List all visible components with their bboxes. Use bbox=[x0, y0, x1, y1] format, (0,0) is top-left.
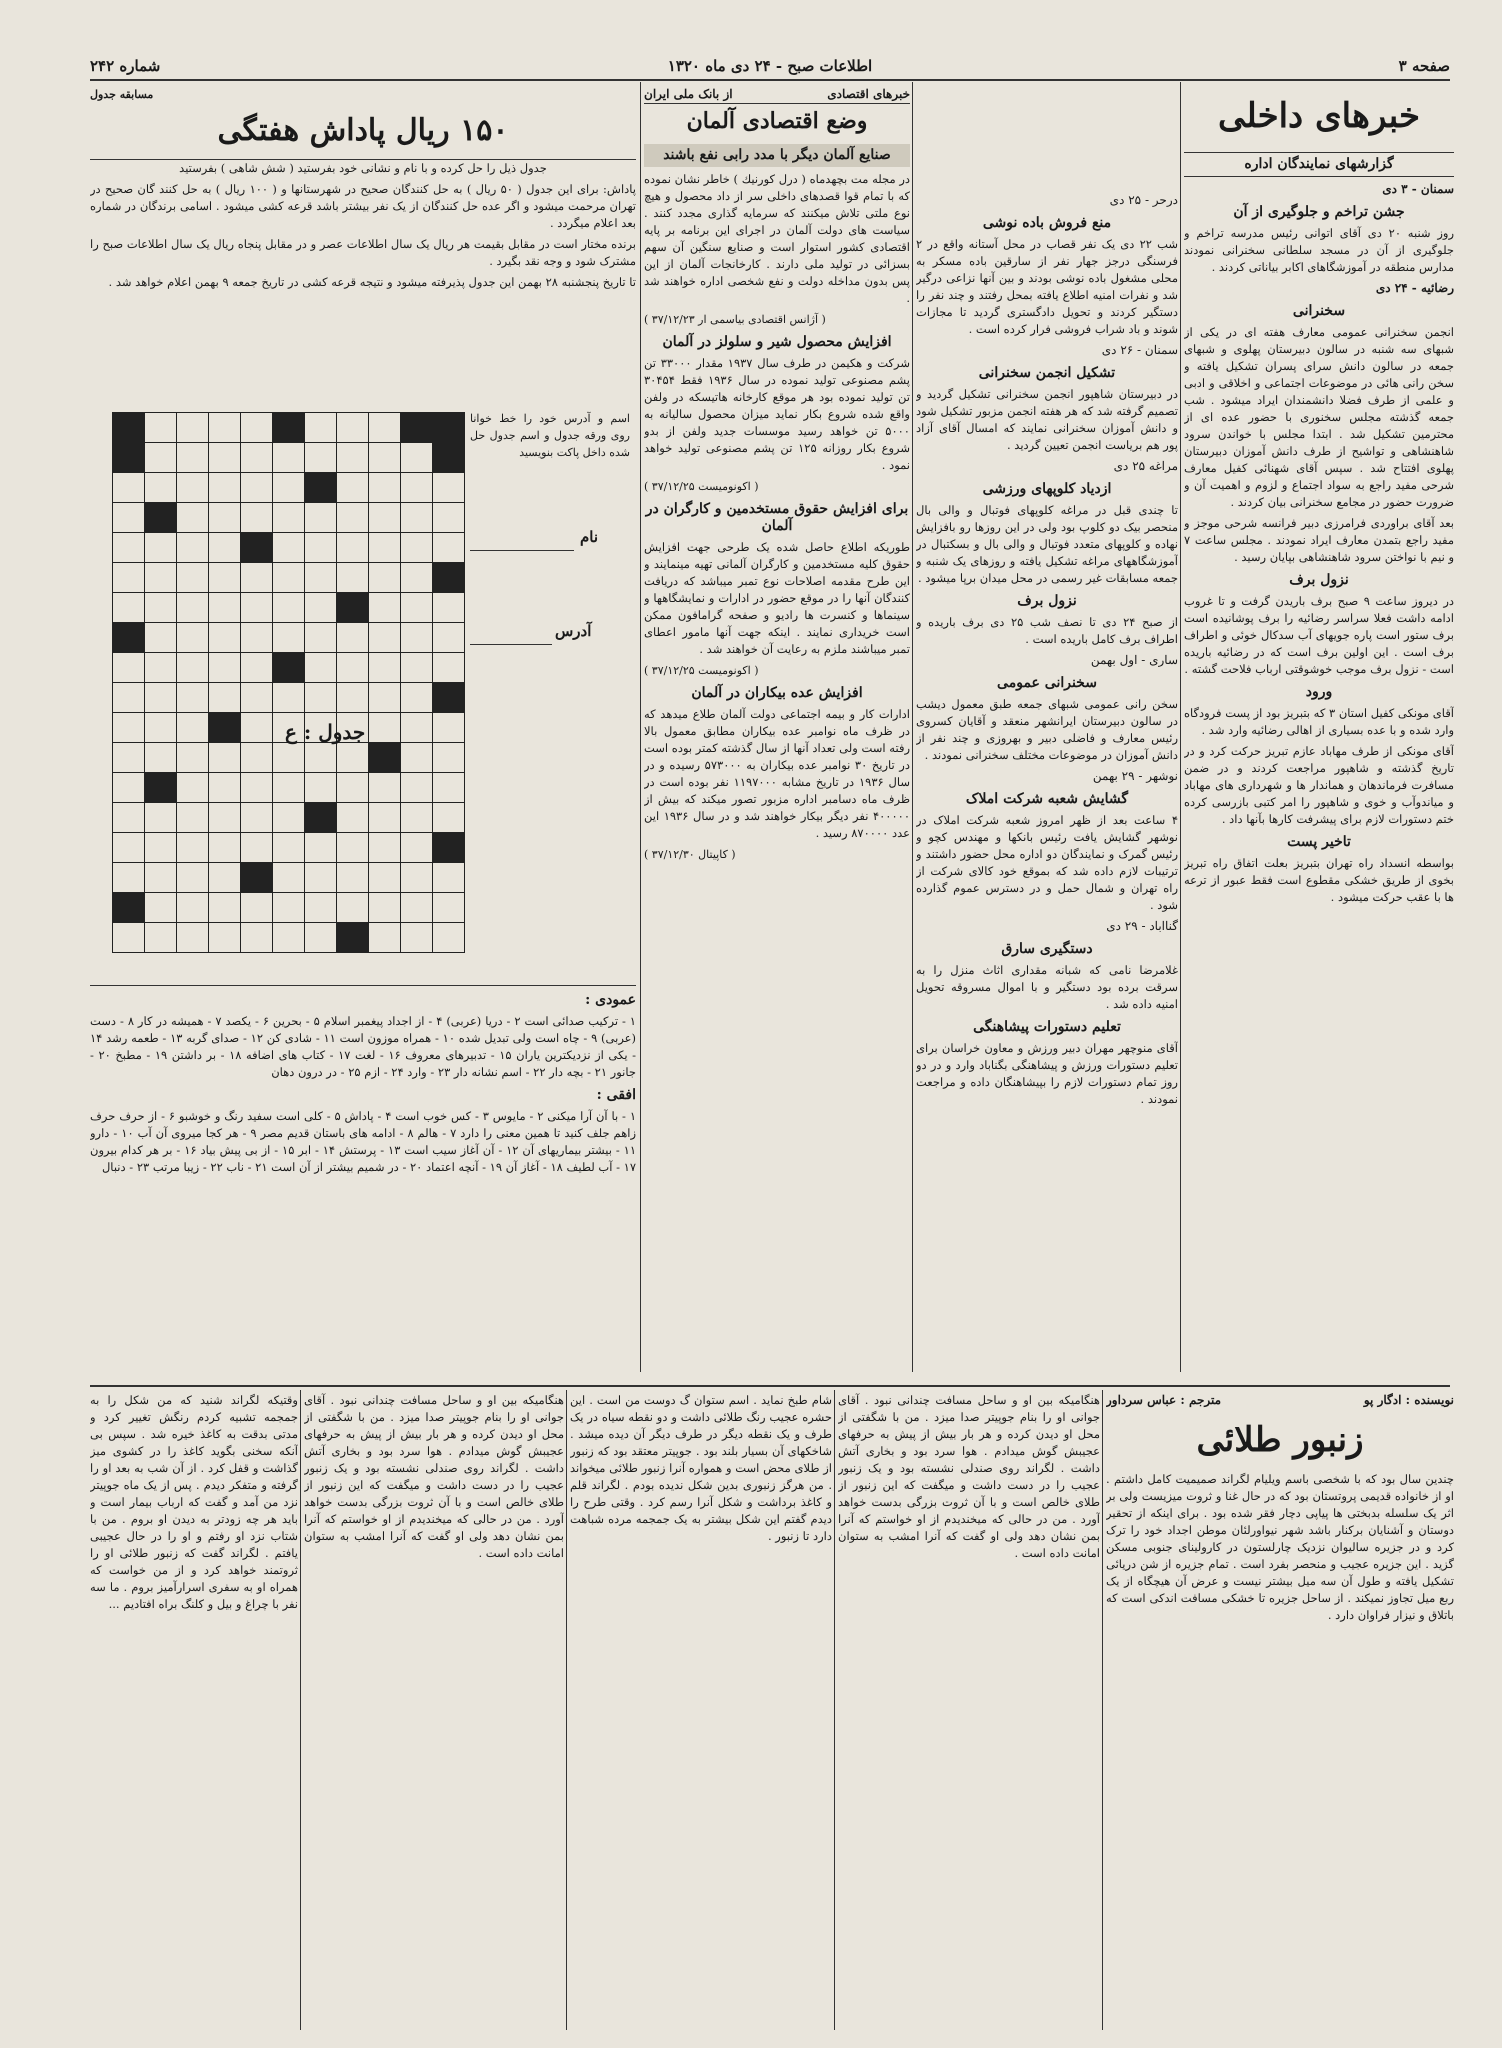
grid-cell[interactable] bbox=[433, 713, 465, 743]
grid-cell[interactable] bbox=[113, 713, 145, 743]
headline: گشایش شعبه شرکت املاک bbox=[965, 791, 1129, 807]
grid-cell[interactable] bbox=[209, 803, 241, 833]
grid-cell[interactable] bbox=[209, 653, 241, 683]
grid-cell[interactable] bbox=[273, 683, 305, 713]
grid-cell[interactable] bbox=[401, 923, 433, 953]
grid-cell[interactable] bbox=[273, 863, 305, 893]
grid-cell[interactable] bbox=[241, 743, 273, 773]
article-text: طوریکه اطلاع حاصل شده یک طرحی جهت افزایش حقوق کلیه مستخدمین و کارگران آلمانی تهیه مینمایند و این طرح مقدمه اصلاحات نوع تمبر میباشد که دریافت کنندگان آنها را در موقع حضور در ادارات و نمایشگاهها و سینماها و کنسرت ها رادیو و صفحه گرامافون ممکن است خریداری نمایند . اینکه جهت آنها مامور اعطای تمبر میباشند ملزم به رعایت آن خواهند شد . bbox=[644, 540, 910, 656]
article-text: بواسطه انسداد راه تهران بتبریز بعلت اتفاق راه تبریز بخوی از طریق خشکی مقطوع است فقط عبور از ترعه ها با عقب حرکت میشود . bbox=[1184, 856, 1454, 904]
grid-cell bbox=[113, 623, 145, 653]
grid-cell[interactable] bbox=[241, 593, 273, 623]
article-text: در مجله مت بچهدماه ( درل کورنیك ) خاطر نشان نموده که با تمام قوا قصدهای داخلی سر از داد محصول و هیچ نوع ملتی تلاش میکنند که سرمایه گذاری مجدد کنند . سیاست های دولت آلمان در اجرای این برنامه بر پایه اقتصادی کشور استوار است و صنایع سنگین آن سهم بسزائی در تولید ملی دارند . کارخانجات آلمان از این پس بدون مداخله دولت و نفع شخصی اداره خواهند شد . bbox=[644, 172, 910, 305]
section-divider bbox=[90, 1385, 1450, 1387]
grid-cell bbox=[433, 443, 465, 473]
story-text: وقتیکه لگراند شنید که من شکل را به جمجمه تشبیه کردم رنگش تغییر کرد و مدتی بدقت به کاغذ خیره شد . سپس بی آنکه سخنی بگوید کاغذ را در کشوی میز گذاشت و قفل کرد . از آن شب به بعد او را گرفته و متفکر دیدم . پس از یک ماه جوپیتر نزد من آمد و گفت که ارباب بیمار است و باید هر چه زودتر به دیدن او بروم . من با شتاب نزد او رفتم و او را در حال عجیبی یافتم . لگراند گفت که زنبور طلائی او را ثروتمند خواهد کرد و از من خواست که همراه او به سفری اسرارآمیز بروم . ما سه نفر با چراغ و بیل و کلنگ براه افتادیم ... bbox=[90, 1393, 298, 1611]
headline: ازدیاد کلوپهای ورزشی bbox=[982, 481, 1112, 497]
grid-cell[interactable] bbox=[177, 443, 209, 473]
grid-cell[interactable] bbox=[369, 503, 401, 533]
article-text: در دبیرستان شاهپور انجمن سخنرانی تشکیل گردید و تصمیم گرفته شد که هر هفته انجمن مزبور تشکیل شود و دانش آموزان سخنرانی نمایند که امسال آقای آزاد پور هم بریاست انجمن تعیین گردید . bbox=[916, 387, 1178, 452]
divider bbox=[640, 82, 641, 1372]
grid-cell[interactable] bbox=[273, 503, 305, 533]
divider bbox=[834, 1390, 835, 2030]
grid-cell[interactable] bbox=[369, 413, 401, 443]
grid-cell[interactable] bbox=[369, 683, 401, 713]
grid-cell[interactable] bbox=[145, 563, 177, 593]
grid-cell[interactable] bbox=[113, 743, 145, 773]
grid-cell[interactable] bbox=[305, 863, 337, 893]
grid-cell[interactable] bbox=[305, 533, 337, 563]
article-text: سخن رانی عمومی شبهای جمعه طبق معمول دیشب در سالون دبیرستان ایرانشهر منعقد و آقایان کسروی رئیس معارف و فاضلی دبیر و بهروزی و چند نفر از دانش آموزان در موضوعات مختلف سخنرانی نمودند . bbox=[916, 697, 1178, 762]
grid-cell[interactable] bbox=[337, 683, 369, 713]
grid-cell[interactable] bbox=[273, 743, 305, 773]
grid-cell[interactable] bbox=[369, 473, 401, 503]
grid-cell bbox=[337, 593, 369, 623]
dateline: رضائیه - ۲۴ دی bbox=[1375, 281, 1454, 295]
grid-cell[interactable] bbox=[177, 623, 209, 653]
grid-cell bbox=[241, 863, 273, 893]
grid-cell[interactable] bbox=[337, 743, 369, 773]
grid-cell[interactable] bbox=[401, 653, 433, 683]
grid-cell[interactable] bbox=[369, 443, 401, 473]
grid-cell[interactable] bbox=[401, 623, 433, 653]
crossword-grid[interactable] bbox=[112, 412, 465, 953]
dateline: سمنان - ۳ دی bbox=[1382, 182, 1454, 196]
article-text: آقای منوچهر مهران دبیر ورزش و معاون خراسان برای تعلیم دستورات ورزش و پیشاهنگی بگناباد وارد و در دو روز تمام دستورات لازم را بپیشاهنگان داده و مراجعت نمودند . bbox=[916, 1041, 1178, 1106]
grid-cell[interactable] bbox=[145, 923, 177, 953]
grid-cell[interactable] bbox=[209, 563, 241, 593]
grid-cell[interactable] bbox=[177, 743, 209, 773]
puzzle-rules: تا تاریخ پنجشنبه ۲۸ بهمن این جدول پذیرفته میشود و نتیجه قرعه کشی در تاریخ جمعه ۹ بهمن اعلام خواهد شد . bbox=[108, 275, 636, 289]
grid-cell[interactable] bbox=[369, 773, 401, 803]
grid-cell[interactable] bbox=[241, 773, 273, 803]
dateline: سمنان - ۲۶ دی bbox=[1101, 343, 1178, 357]
grid-cell[interactable] bbox=[273, 893, 305, 923]
grid-cell[interactable] bbox=[241, 893, 273, 923]
domestic-news-column bbox=[1184, 86, 1454, 1376]
story-text: هنگامیکه بین او و ساحل مسافت چندانی نبود . آقای جوانی او را بنام جوپیتر صدا میزد . من با شگفتی از محل او دیدن کرده و هر بار بیش از پیش به حرفهای عجیبش گوش میدادم . هوا سرد بود و بخاری آتش داشت . لگراند روی صندلی نشسته بود و یک زنبور عجیب را در دست داشت و میگفت که این زنبور از طلای خالص است و با آن ثروت بزرگی بدست خواهد آورد . من در حالی که میخندیدم از او خواستم که آنرا بمن نشان دهد ولی او گفت که آنرا امشب به ستوان امانت داده است . bbox=[304, 1393, 564, 1560]
grid-cell bbox=[433, 413, 465, 443]
article-text: در دیروز ساعت ۹ صبح برف باریدن گرفت و تا غروب ادامه داشت فعلا سراسر رضائیه را برف پوشانیده است برف ستور است پاره جویهای آب سدکال خوئی و اطراف برف است . این اولین برف است که در رضائیه باریده است - نزول برف موجب خوشوقتی ارباب فلاحت گشته . bbox=[1184, 594, 1454, 676]
divider bbox=[1180, 82, 1181, 1372]
grid-cell bbox=[145, 773, 177, 803]
source-ref: ( آژانس اقتصادی بیاسمی ار ۳۷/۱۲/۲۳ ) bbox=[644, 313, 826, 326]
issue-date: اطلاعات صبح - ۲۴ دی ماه ۱۳۲۰ bbox=[667, 57, 873, 75]
puzzle-note: اسم و آدرس خود را خط خوانا روی ورقه جدول و اسم جدول حل شده داخل پاکت بنویسید bbox=[470, 412, 630, 459]
grid-cell[interactable] bbox=[209, 443, 241, 473]
puzzle-rules: پاداش: برای این جدول ( ۵۰ ریال ) به حل کنندگان صحیح در شهرستانها و ( ۱۰۰ ریال ) به حل کنند گان صحیح در تهران مرحمت میشود و اگر عده حل کنندگان از یک نفر بیشتر باشد قرعه کشی میشود . اسامی برندگان در شماره بعد اعلام میگردد . bbox=[90, 182, 636, 230]
grid-cell[interactable] bbox=[337, 533, 369, 563]
article-text: آقای مونکی کفیل استان ۳ که بتبریز بود از پست فرودگاه وارد شده و با عده بسیاری از اهالی رضائیه وارد شد . bbox=[1184, 706, 1454, 737]
grid-cell[interactable] bbox=[433, 893, 465, 923]
grid-cell[interactable] bbox=[177, 833, 209, 863]
grid-cell[interactable] bbox=[177, 923, 209, 953]
story-text: هنگامیکه بین او و ساحل مسافت چندانی نبود . آقای جوانی او را بنام جوپیتر صدا میزد . من با شگفتی از محل او دیدن کرده و هر بار بیش از پیش به حرفهای عجیبش گوش میدادم . هوا سرد بود و بخاری آتش داشت . لگراند روی صندلی نشسته بود و یک زنبور عجیب را در دست داشت و میگفت که این زنبور از طلای خالص است و با آن ثروت بزرگی بدست خواهد آورد . من در حالی که میخندیدم از او خواستم که آنرا بمن نشان دهد ولی او گفت که آنرا امشب به ستوان امانت داده است . bbox=[838, 1393, 1100, 1560]
grid-cell bbox=[305, 803, 337, 833]
grid-cell[interactable] bbox=[145, 443, 177, 473]
grid-cell[interactable] bbox=[177, 773, 209, 803]
grid-cell[interactable] bbox=[305, 443, 337, 473]
grid-cell[interactable] bbox=[305, 653, 337, 683]
headline: تاخیر پست bbox=[1287, 834, 1351, 850]
grid-cell[interactable] bbox=[145, 623, 177, 653]
name-label: نام bbox=[580, 528, 599, 546]
economy-column bbox=[644, 86, 910, 1376]
grid-cell[interactable] bbox=[433, 923, 465, 953]
grid-cell[interactable] bbox=[273, 833, 305, 863]
grid-cell[interactable] bbox=[433, 593, 465, 623]
grid-cell[interactable] bbox=[433, 533, 465, 563]
grid-cell[interactable] bbox=[241, 563, 273, 593]
grid-cell[interactable] bbox=[305, 923, 337, 953]
clues-down-heading: عمودی : bbox=[585, 992, 636, 1008]
grid-cell[interactable] bbox=[145, 533, 177, 563]
grid-cell bbox=[337, 923, 369, 953]
source-ref: ( اکونومیست ۳۷/۱۲/۲۵ ) bbox=[644, 664, 759, 677]
grid-cell bbox=[273, 413, 305, 443]
article-text: آقای مونکی از طرف مهاباد عازم تبریز حرکت کرد و در تاریخ گذشته و شاهپور مراجعت کردند و در ضمن مسافرت فرماندهان و هماندار ها و شهرداری های مهاباد و میاندوآب و خوی و شاهپور را امر کتبی بازرسی کرده ختم دستورات لازم برای پیشرفت کارها بآنها داد . bbox=[1184, 744, 1454, 826]
grid-cell bbox=[401, 413, 433, 443]
grid-cell[interactable] bbox=[177, 593, 209, 623]
grid-cell[interactable] bbox=[401, 593, 433, 623]
headline: تعلیم دستورات پیشاهنگی bbox=[973, 1019, 1121, 1035]
grid-cell[interactable] bbox=[337, 773, 369, 803]
grid-cell[interactable] bbox=[273, 473, 305, 503]
clues-section bbox=[90, 985, 636, 1381]
grid-cell[interactable] bbox=[305, 563, 337, 593]
headline: افزایش عده بیکاران در آلمان bbox=[691, 685, 863, 701]
headline: جشن تراخم و جلوگیری از آن bbox=[1233, 204, 1405, 220]
grid-cell[interactable] bbox=[433, 503, 465, 533]
grid-cell[interactable] bbox=[177, 563, 209, 593]
story-title: زنبور طلائی bbox=[1196, 1420, 1364, 1460]
grid-cell[interactable] bbox=[337, 503, 369, 533]
headline: تشکیل انجمن سخنرانی bbox=[978, 365, 1116, 381]
page-number: صفحه ۳ bbox=[1398, 57, 1450, 75]
grid-cell[interactable] bbox=[177, 863, 209, 893]
grid-cell bbox=[273, 653, 305, 683]
grid-cell[interactable] bbox=[401, 773, 433, 803]
issue-number: شماره ۲۴۲ bbox=[90, 57, 161, 75]
grid-cell[interactable] bbox=[337, 653, 369, 683]
grid-cell[interactable] bbox=[401, 893, 433, 923]
page-header bbox=[90, 55, 1450, 81]
grid-cell[interactable] bbox=[209, 593, 241, 623]
grid-cell[interactable] bbox=[273, 443, 305, 473]
name-line bbox=[470, 550, 574, 551]
story-translator: مترجم : عباس سرداور bbox=[1106, 1393, 1222, 1407]
grid-cell bbox=[113, 893, 145, 923]
grid-cell[interactable] bbox=[209, 473, 241, 503]
address-line bbox=[470, 644, 552, 645]
grid-cell[interactable] bbox=[401, 863, 433, 893]
source-label: از بانک ملی ایران bbox=[644, 87, 733, 101]
grid-cell[interactable] bbox=[113, 803, 145, 833]
grid-cell[interactable] bbox=[369, 653, 401, 683]
headline: سخنرانی عمومی bbox=[997, 675, 1097, 691]
grid-label: جدول : ع bbox=[285, 720, 366, 744]
grid-cell[interactable] bbox=[337, 623, 369, 653]
grid-cell[interactable] bbox=[433, 743, 465, 773]
grid-cell[interactable] bbox=[337, 893, 369, 923]
grid-cell[interactable] bbox=[145, 833, 177, 863]
article-text: ۴ ساعت بعد از ظهر امروز شعبه شرکت املاک در نوشهر گشایش یافت رئیس بانکها و مهندس کچو و رئیس گمرک و نمایندگان دو اداره محل حضور داشتند و ترتیبات لازم داده شد که بموقع خود کالای شرکت از راه تهران و شمال حمل و در دسترس عموم گذارده شود . bbox=[916, 813, 1178, 912]
grid-cell[interactable] bbox=[337, 803, 369, 833]
grid-cell[interactable] bbox=[401, 683, 433, 713]
grid-cell[interactable] bbox=[113, 473, 145, 503]
grid-cell[interactable] bbox=[369, 923, 401, 953]
grid-cell[interactable] bbox=[401, 563, 433, 593]
grid-cell[interactable] bbox=[209, 623, 241, 653]
article-text: تا چندی قبل در مراغه کلوپهای فوتبال و والی بال منحصر بیک دو کلوپ بود ولی در این روزها رو بافزایش نهاده و کلوپهای متعدد فوتبال و والی بال و بسکتبال در آموزشگاههای مراغه تشکیل یافته و روزهای یک شنبه و جمعه مسابقات غیر رسمی در محل میدان برپا میشود . bbox=[916, 503, 1178, 585]
grid-cell[interactable] bbox=[273, 533, 305, 563]
grid-cell[interactable] bbox=[369, 893, 401, 923]
grid-cell[interactable] bbox=[177, 653, 209, 683]
grid-cell[interactable] bbox=[433, 803, 465, 833]
domestic-title: خبرهای داخلی bbox=[1218, 96, 1420, 136]
grid-cell[interactable] bbox=[305, 593, 337, 623]
grid-cell[interactable] bbox=[273, 773, 305, 803]
grid-cell[interactable] bbox=[369, 593, 401, 623]
grid-cell[interactable] bbox=[177, 683, 209, 713]
source-ref: ( اکونومیست ۳۷/۱۲/۲۵ ) bbox=[644, 480, 759, 493]
economy-subtitle: صنایع آلمان دیگر با مدد رابی نفع باشند bbox=[644, 144, 910, 167]
grid-cell[interactable] bbox=[241, 443, 273, 473]
grid-cell bbox=[369, 743, 401, 773]
grid-cell[interactable] bbox=[209, 533, 241, 563]
story-column-3 bbox=[570, 1392, 832, 2032]
dateline: درحر - ۲۵ دی bbox=[1109, 193, 1178, 207]
grid-cell[interactable] bbox=[209, 833, 241, 863]
article-text: شرکت و هکیمن در طرف سال ۱۹۳۷ مقدار ۳۳۰۰۰ تن پشم مصنوعی تولید نموده در سال ۱۹۳۶ فقط ۳۰۴۵۴ تن تولید نموده بود هر موقع کارخانه هاتیسکه در ولفن واقع شده شروع بکار نماید میزان محصول سالیانه به ۵۰۰۰ تن خواهد رسید موسسات جدید ولفن از بدو شروع بکار روزانه ۱۲۵ تن پشم مصنوعی تولید خواهد نمود . bbox=[644, 356, 910, 472]
puzzle-intro: جدول ذیل را حل کرده و با نام و نشانی خود بفرستید ( شش شاهی ) بفرستید bbox=[179, 161, 547, 175]
grid-cell[interactable] bbox=[433, 773, 465, 803]
grid-cell[interactable] bbox=[209, 923, 241, 953]
headline: نزول برف bbox=[1289, 572, 1349, 588]
grid-cell[interactable] bbox=[401, 803, 433, 833]
dateline: مراغه ۲۵ دی bbox=[1113, 459, 1178, 473]
grid-cell[interactable] bbox=[273, 923, 305, 953]
grid-cell[interactable] bbox=[177, 533, 209, 563]
grid-cell[interactable] bbox=[337, 563, 369, 593]
grid-cell[interactable] bbox=[433, 653, 465, 683]
grid-cell[interactable] bbox=[401, 473, 433, 503]
grid-cell[interactable] bbox=[337, 833, 369, 863]
grid-cell[interactable] bbox=[241, 833, 273, 863]
grid-cell[interactable] bbox=[241, 923, 273, 953]
grid-cell[interactable] bbox=[145, 683, 177, 713]
grid-cell[interactable] bbox=[369, 563, 401, 593]
grid-cell[interactable] bbox=[177, 473, 209, 503]
grid-cell[interactable] bbox=[305, 683, 337, 713]
headline: سخنرانی bbox=[1292, 303, 1346, 319]
grid-cell[interactable] bbox=[241, 653, 273, 683]
grid-cell[interactable] bbox=[401, 713, 433, 743]
dateline: گنااباد - ۲۹ دی bbox=[1106, 919, 1178, 933]
grid-cell[interactable] bbox=[369, 863, 401, 893]
grid-cell[interactable] bbox=[177, 893, 209, 923]
grid-cell[interactable] bbox=[241, 683, 273, 713]
divider bbox=[912, 82, 913, 1372]
grid-cell[interactable] bbox=[241, 623, 273, 653]
story-text: شام طبخ نماید . اسم ستوان گ دوست من است . این حشره عجیب رنگ طلائی داشت و دو نقطه سیاه در یک طرف و یک نقطه دیگر در طرف دیگر آن دیده میشد . شاخکهای آن بسیار بلند بود . جوپیتر معتقد بود که زنبور از طلای محض است و همواره آنرا زنبور طلائی میخواند . من هرگز زنبوری بدین شکل ندیده بودم . لگراند قلم و کاغذ برداشت و شکل آنرا رسم کرد . وقتی طرح را دیدم گفتم این شکل بیشتر به یک جمجمه مرده شباهت دارد تا زنبور . bbox=[570, 1393, 832, 1543]
grid-cell bbox=[145, 503, 177, 533]
grid-cell[interactable] bbox=[145, 653, 177, 683]
grid-cell[interactable] bbox=[113, 563, 145, 593]
grid-cell[interactable] bbox=[337, 473, 369, 503]
grid-cell[interactable] bbox=[241, 803, 273, 833]
grid-cell[interactable] bbox=[337, 443, 369, 473]
grid-cell bbox=[433, 683, 465, 713]
grid-cell[interactable] bbox=[433, 863, 465, 893]
grid-cell[interactable] bbox=[145, 803, 177, 833]
grid-cell[interactable] bbox=[145, 473, 177, 503]
grid-cell[interactable] bbox=[113, 833, 145, 863]
grid-cell[interactable] bbox=[337, 863, 369, 893]
divider bbox=[300, 1390, 301, 2030]
grid-cell bbox=[113, 443, 145, 473]
article-text: غلامرضا نامی که شبانه مقداری اثاث منزل را به سرقت برده بود دستگیر و با اموال مسروقه تحویل امنیه داده شد . bbox=[916, 963, 1178, 1011]
story-column-5 bbox=[304, 1392, 564, 2032]
grid-cell bbox=[433, 563, 465, 593]
grid-cell[interactable] bbox=[209, 413, 241, 443]
grid-cell[interactable] bbox=[113, 863, 145, 893]
grid-cell[interactable] bbox=[241, 413, 273, 443]
grid-cell[interactable] bbox=[241, 503, 273, 533]
article-text: شب ۲۲ دی یک نفر قصاب در محل آستانه واقع در ۲ فرسنگی درجز جهار نفر از سارقین باده مسکر به محلی مشغول باده نوشی بودند و بین آنها نزاعی درگیر شد و نفرات امنیه اطلاع یافته بمحل رفتند و چند نفر را دستگیر کردند و تحویل دادگستری گردید تا مجازات شوند و باد شراب فروشی فرار کرده است . bbox=[916, 237, 1178, 336]
headline: برای افزایش حقوق مستخدمین و کارگران در آلمان bbox=[645, 501, 909, 534]
grid-cell[interactable] bbox=[369, 713, 401, 743]
grid-cell[interactable] bbox=[113, 773, 145, 803]
grid-cell[interactable] bbox=[113, 923, 145, 953]
story-column-4 bbox=[90, 1392, 298, 2032]
divider bbox=[1102, 1390, 1103, 2030]
grid-cell[interactable] bbox=[209, 893, 241, 923]
grid-cell[interactable] bbox=[369, 533, 401, 563]
grid-cell[interactable] bbox=[177, 413, 209, 443]
grid-cell[interactable] bbox=[113, 683, 145, 713]
grid-cell[interactable] bbox=[305, 893, 337, 923]
headline: منع فروش باده نوشی bbox=[982, 215, 1112, 231]
article-text: انجمن سخنرانی عمومی معارف هفته ای در یکی از شبهای سه شنبه در سالون دبیرستان پهلوی و شبهای جمعه در سالون دانش سرای پسران تشکیل یافته و سخن رانی هائی در موضوعات اجتماعی و اخلاقی و ادبی و علمی از طرف فضلا دانشمندان ایراد میشود . شب جمعه گذشته مجلس سخنوری با حضور عده ای از محترمین تشکیل شد . ابتدا مجلس با خواندن سرود شاهنشاهی و تواشیح از طرف دانش آموزان دبیرستان پهلوی افتتاح شد . سپس آقای شهنائی کفیل معارف شرحی مفید راجع به سواد اجتماع و لزوم و اهمیت آن و ضرورت حضور در مجامع سخنرانی بیان کردند . bbox=[1184, 325, 1454, 509]
grid-cell bbox=[241, 533, 273, 563]
clues-across-heading: افقی : bbox=[596, 1087, 636, 1103]
grid-cell[interactable] bbox=[305, 773, 337, 803]
grid-cell[interactable] bbox=[113, 653, 145, 683]
grid-cell[interactable] bbox=[369, 833, 401, 863]
grid-cell[interactable] bbox=[145, 593, 177, 623]
grid-cell[interactable] bbox=[305, 413, 337, 443]
grid-cell[interactable] bbox=[369, 803, 401, 833]
grid-cell[interactable] bbox=[273, 623, 305, 653]
grid-cell[interactable] bbox=[145, 413, 177, 443]
story-author: نویسنده : ادگار پو bbox=[1363, 1393, 1454, 1407]
grid-cell[interactable] bbox=[401, 743, 433, 773]
grid-cell[interactable] bbox=[209, 503, 241, 533]
address-label: آدرس bbox=[555, 622, 592, 640]
grid-cell[interactable] bbox=[113, 533, 145, 563]
divider bbox=[566, 1390, 567, 2030]
grid-cell[interactable] bbox=[177, 713, 209, 743]
headline: افزایش محصول شیر و سلولز در آلمان bbox=[662, 334, 892, 350]
grid-cell[interactable] bbox=[241, 473, 273, 503]
clues-across: ۱ - با آن آرا میکنی ۲ - مایوس ۳ - کس خوب است ۴ - پاداش ۵ - کلی است سفید رنگ و خوشبو ۶ - از حرف حرف زاهم جلف کنید تا همین معنی را دارد ۷ - هالم ۸ - ادامه های باستان قدیم مصر ۹ - هر کجا میروی آن آب ۱۰ - دارو ۱۱ - بیشتر بیماریهای آن ۱۲ - آن آغاز سیب است ۱۳ - پرستش ۱۴ - ابر ۱۵ - از بی پیش بیاد ۱۶ - بر هر کدام بیرون ۱۷ - آب لطیف ۱۸ - آغاز آن ۱۹ - آنچه اعتماد ۲۰ - در شمیم بیشتر از آن است ۲۱ - ناب ۲۲ - زیبا مرتب ۲۳ - دنبال bbox=[90, 1109, 636, 1174]
clues-down: ۱ - ترکیب صدائی است ۲ - دریا (عربی) ۴ - از اجداد پیغمبر اسلام ۵ - بحرین ۶ - یکصد ۷ - همیشه در کار ۸ - دست (عربی) ۹ - چاه است ولی تبدیل شده ۱۰ - همراه موزون است ۱۱ - شادی کن ۱۲ - صدای گربه ۱۳ - طعمه رشد ۱۴ - یکی از نزدیکترین یاران ۱۵ - تدبیرهای معروف ۱۶ - لغت ۱۷ - کتاب های اضافه ۱۸ - بر داشتن ۱۹ - مطبخ ۲۰ - جانور ۲۱ - بچه دار ۲۲ - اسم نشانه دار ۲۳ - وارد ۲۴ - ازم ۲۵ - در درون دهان bbox=[90, 1014, 636, 1079]
grid-cell[interactable] bbox=[241, 713, 273, 743]
article-text: بعد آقای براوردی فرامرزی دبیر فرانسه شرحی موجز و مفید راجع بتمدن معارف ایراد نمودند . مجلس ساعت ۷ و نیم با نواختن سرود شاهنشاهی بپایان رسید . bbox=[1184, 516, 1454, 564]
article-text: ادارات کار و بیمه اجتماعی دولت آلمان طلاع میدهد که در ظرف ماه نوامبر عده بیکاران مطابق معمول بالا رفته است ولی تعداد آنها از سال گذشته کمتر بوده است در تاریخ ۳۰ نوامبر عده بیکاران به ۵۷۳۰۰۰ رسیده و در سال ۱۹۳۶ در تاریخ مشابه ۱۱۹۷۰۰۰ نفر بوده است در ظرف ماه دسامبر اداره مزبور تصور میکند که بیش از ۴۰۰۰۰۰ نفر دیگر بیکار خواهند شد و در سال ۱۹۳۶ این عدد ۸۷۰۰۰۰ رسید . bbox=[644, 707, 910, 840]
puzzle-banner: ۱۵۰ ریال پاداش هفتگی bbox=[90, 103, 636, 160]
grid-cell[interactable] bbox=[433, 623, 465, 653]
grid-cell[interactable] bbox=[401, 443, 433, 473]
grid-cell[interactable] bbox=[305, 503, 337, 533]
grid-cell[interactable] bbox=[273, 563, 305, 593]
grid-cell[interactable] bbox=[209, 773, 241, 803]
grid-cell[interactable] bbox=[369, 623, 401, 653]
headline: نزول برف bbox=[1017, 593, 1077, 609]
grid-cell bbox=[305, 473, 337, 503]
section-kicker: خبرهای اقتصادی bbox=[827, 87, 910, 101]
article-text: روز شنبه ۲۰ دی آقای اتوانی رئیس مدرسه تراخم و جلوگیری از آن در مسجد سلطانی سخنرانی نمودند مدارس منطقه در آموزشگاهای اکابر بیاناتی کردند . bbox=[1184, 226, 1454, 274]
grid-cell[interactable] bbox=[305, 623, 337, 653]
economy-title: وضع اقتصادی آلمان bbox=[686, 108, 868, 134]
grid-cell bbox=[113, 413, 145, 443]
grid-cell[interactable] bbox=[401, 533, 433, 563]
grid-cell[interactable] bbox=[401, 503, 433, 533]
grid-cell[interactable] bbox=[145, 893, 177, 923]
grid-cell[interactable] bbox=[305, 833, 337, 863]
grid-cell[interactable] bbox=[145, 713, 177, 743]
grid-cell[interactable] bbox=[273, 593, 305, 623]
grid-cell[interactable] bbox=[305, 743, 337, 773]
grid-cell[interactable] bbox=[209, 743, 241, 773]
grid-cell[interactable] bbox=[113, 593, 145, 623]
regional-news-column bbox=[916, 190, 1178, 1375]
story-column-1 bbox=[1106, 1392, 1454, 2032]
grid-cell[interactable] bbox=[433, 473, 465, 503]
puzzle-kicker: مسابقه جدول bbox=[90, 88, 154, 101]
grid-cell[interactable] bbox=[209, 863, 241, 893]
grid-cell[interactable] bbox=[337, 413, 369, 443]
grid-cell[interactable] bbox=[401, 833, 433, 863]
grid-cell[interactable] bbox=[177, 803, 209, 833]
grid-cell[interactable] bbox=[113, 503, 145, 533]
puzzle-rules: برنده مختار است در مقابل بقیمت هر ریال یک سال اطلاعات عصر و در مقابل پنجاه ریال یک سال اطلاعات صبح را مشترک شود و وجه نقد بگیرد . bbox=[90, 237, 636, 268]
story-column-2 bbox=[838, 1392, 1100, 2032]
article-text: از صبح ۲۴ دی تا نصف شب ۲۵ دی برف باریده و اطراف برف کامل باریده است . bbox=[916, 615, 1178, 646]
grid-cell[interactable] bbox=[209, 683, 241, 713]
grid-cell[interactable] bbox=[145, 863, 177, 893]
grid-cell[interactable] bbox=[145, 743, 177, 773]
source-ref: ( کاپیتال ۳۷/۱۲/۳۰ ) bbox=[644, 848, 736, 861]
grid-cell bbox=[209, 713, 241, 743]
dateline: ساری - اول بهمن bbox=[1090, 653, 1178, 667]
grid-cell[interactable] bbox=[273, 803, 305, 833]
dateline: نوشهر - ۲۹ بهمن bbox=[1092, 769, 1178, 783]
reporters-heading: گزارشهای نمایندگان اداره bbox=[1184, 152, 1454, 177]
story-text: چندین سال بود که با شخصی باسم ویلیام لگراند صمیمیت کامل داشتم . او از خانواده قدیمی پروتستان بود که در حال غنا و ثروت میزیست ولی بر اثر یک سلسله بدبختی ها پیاپی دچار فقر شده بود . برای اینکه از تحقیر دوستان و آشنایان برکنار باشد شهر نیواورلئان موطن اجداد خود را ترک کرد و در جزیره سالیوان نزدیک چارلستون در کارولینای جنوبی مسکن گزید . این جزیره عجیب و منحصر بفرد است . تمام جزیره از شن دریائی تشکیل یافته و طول آن سه میل بیشتر نیست و عرض آن هیچگاه از یک ربع میل تجاوز نمیکند . از ساحل جزیره تا خشکی مسافت اندکی است که باتلاق و نیزار فراوان دارد . bbox=[1106, 1472, 1454, 1622]
headline: ورود bbox=[1305, 684, 1333, 700]
headline: دستگیری سارق bbox=[1001, 941, 1093, 957]
grid-cell bbox=[433, 833, 465, 863]
grid-cell[interactable] bbox=[177, 503, 209, 533]
